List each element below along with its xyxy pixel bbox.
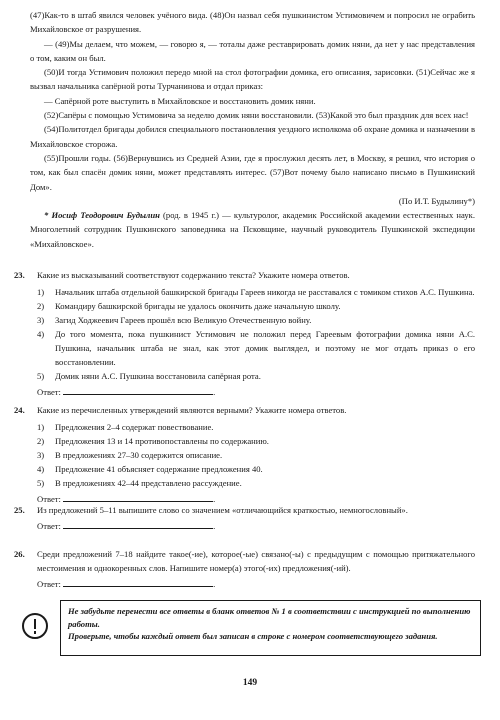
task-question: Какие из перечисленных утверждений являются верными? Укажите номера ответов.: [37, 405, 347, 415]
task-number: 26.: [14, 549, 25, 559]
answer-field[interactable]: [63, 385, 213, 395]
exclamation-circle-icon: [22, 613, 48, 639]
task-23: [14, 268, 475, 399]
text-source: (По И.Т. Будылину*): [398, 195, 475, 206]
task-question: Какие из высказываний соответствуют содержанию текста? Укажите номера ответов.: [37, 270, 350, 280]
option-item: 4) Предложение 41 объясняет содержание предложения 40.: [37, 464, 263, 474]
answer-field[interactable]: [63, 577, 213, 587]
task-26: [14, 547, 475, 591]
paragraph: (47)Как-то в штаб явился человек учёного вида. (48)Он назвал себя пушкинистом Устимовичем и попросил не ограбить Михайловское от разрушения.: [30, 10, 475, 35]
task-number: 25.: [14, 505, 25, 515]
option-item: 3) В предложениях 27–30 содержится описание.: [37, 450, 223, 460]
option-list: [14, 420, 475, 490]
author-note: [30, 208, 475, 251]
notice-line: Проверьте, чтобы каждый ответ был записан в строке с номером соответствующего задания.: [68, 631, 438, 641]
option-item: 1) Начальник штаба отдельной башкирской бригады Гареев никогда не расставался с томиком стихов А.С. Пушкина.: [37, 287, 475, 297]
option-item: 2) Командиру башкирской бригады не удалось окончить даже начальную школу.: [37, 301, 341, 311]
task-question: Из предложений 5–11 выпишите слово со значением «отличающийся краткостью, немногословный».: [37, 505, 408, 515]
author-bio: (род. в 1945 г.) — культуролог, академик Российской академии естественных наук. Многолетний сотрудник Пушкинского заповедника на Псковщине, научный руководитель Пушкинской экспедиции «Михайловское».: [30, 210, 476, 249]
option-item: 5) Домик няни А.С. Пушкина восстановила сапёрная рота.: [37, 371, 261, 381]
answer-label: Ответ:: [37, 521, 61, 531]
answer-row: Ответ: .: [37, 579, 216, 589]
notice-box: [60, 600, 481, 656]
answer-row: Ответ: .: [37, 521, 216, 531]
paragraph: (52)Сапёры с помощью Устимовича за неделю домик няни восстановили. (53)Какой это был праздник для всех нас!: [44, 110, 469, 121]
answer-field[interactable]: [63, 492, 213, 502]
task-24: [14, 403, 475, 506]
option-item: 2) Предложения 13 и 14 противопоставлены по содержанию.: [37, 436, 269, 446]
author-name: * Иосиф Теодорович Будылин: [44, 210, 160, 221]
page-number: 149: [242, 678, 258, 688]
notice-line: Не забудьте перенести все ответы в бланк ответов № 1 в соответствии с инструкцией по выполнению работы.: [68, 606, 471, 629]
option-item: 4) До того момента, пока пушкинист Устимович не положил перед Гареевым фотографии домика няни А.С. Пушкина, начальник штаба не знал, как этот домик выглядел, и поэтому не мог отдать приказ о его восстановлении.: [37, 329, 475, 367]
reading-text: [30, 8, 475, 251]
paragraph: (54)Политотдел бригады добился специального постановления уездного исполкома об охране домика и назначении в Михайловское сторожа.: [30, 124, 475, 149]
option-item: 3) Загид Ходжеевич Гареев прошёл всю Великую Отечественную войну.: [37, 315, 312, 325]
task-number: 23.: [14, 270, 25, 280]
task-question: Среди предложений 7–18 найдите такое(-ие), которое(-ые) связано(-ы) с предыдущим с помощью притяжательного местоимения и однокоренных слов. Напишите номер(а) этого(-их) предложения(-ий).: [37, 549, 475, 573]
paragraph: (50)И тогда Устимович положил передо мной на стол фотографии домика, его описания, зарисовки. (51)Сейчас же я вызвал начальника сапёрной роты Турчанинова и отдал приказ:: [30, 67, 475, 92]
option-list: [14, 285, 475, 383]
answer-label: Ответ:: [37, 387, 61, 397]
option-item: 5) В предложениях 42–44 представлено рассуждение.: [37, 478, 242, 488]
answer-field[interactable]: [63, 519, 213, 529]
paragraph: — (49)Мы делаем, что можем, — говорю я, — тоталы даже реставрировать домик няни, да нет у нас представления о том, каким он был.: [30, 38, 475, 63]
paragraph: — Сапёрной роте выступить в Михайловское и восстановить домик няни.: [44, 95, 316, 106]
option-item: 1) Предложения 2–4 содержат повествование.: [37, 422, 214, 432]
task-number: 24.: [14, 405, 25, 415]
answer-row: Ответ: .: [37, 387, 216, 397]
answer-row: Ответ: .: [37, 494, 216, 504]
task-25: [14, 503, 475, 533]
answer-label: Ответ:: [37, 494, 61, 504]
notice: [12, 600, 484, 658]
paragraph: (55)Прошли годы. (56)Вернувшись из Средней Азии, где я прослужил десять лет, в Москву, я решил, что история о том, как был спасён домик няни, может представлять интерес. (57)Вот почему было написано письмо в Пушкинский Дом».: [30, 152, 475, 192]
answer-label: Ответ:: [37, 579, 61, 589]
